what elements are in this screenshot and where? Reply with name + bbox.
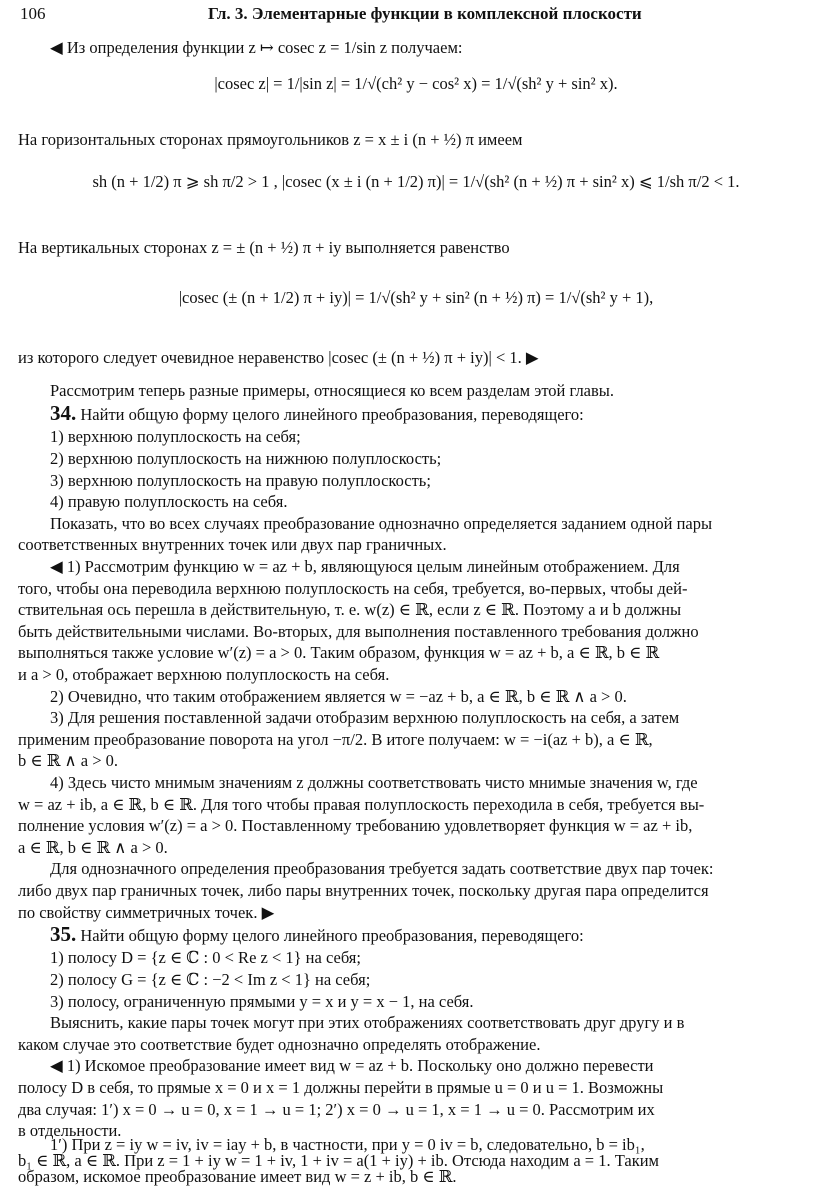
text-line: 3) Для решения поставленной задачи отобразим верхнюю полуплоскость на себя, а затем <box>50 708 680 727</box>
text-line: 2) Очевидно, что таким отображением является w = −az + b, a ∈ ℝ, b ∈ ℝ ∧ a > 0. <box>50 687 627 706</box>
text-line: применим преобразование поворота на угол −π/2. В итоге получаем: w = −i(az + b), a ∈ ℝ, <box>18 730 653 749</box>
running-header <box>18 4 814 28</box>
text-line: того, чтобы она переводила верхнюю полуплоскость на себя, требуется, во-первых, чтобы дей- <box>18 579 688 598</box>
text-line: Показать, что во всех случаях преобразование однозначно определяется заданием одной пары <box>50 514 713 533</box>
text-line: соответственных внутренних точек или двух пар граничных. <box>18 535 447 554</box>
text-line: 4) Здесь чисто мнимым значениям z должны соответствовать чисто мнимые значения w, где <box>50 773 698 792</box>
text-line: На горизонтальных сторонах прямоугольников z = x ± i (n + ½) π имеем <box>18 130 523 149</box>
problem-34-statement <box>50 403 814 425</box>
list-item: 1) верхнюю полуплоскость на себя; <box>50 427 301 446</box>
text-line: из которого следует очевидное неравенство |cosec (± (n + ½) π + iy)| < 1. ▶ <box>18 348 539 367</box>
text-line: 1′) При z = iy w = iv, iv = iay + b, в частности, при y = 0 iv = b, следовательно, b = ib₁, <box>50 1136 645 1154</box>
problem-text: Найти общую форму целого линейного преобразования, переводящего: <box>80 926 584 945</box>
formula-horizontal-sides: sh (n + 1/2) π ⩾ sh π/2 > 1 , |cosec (x ± i (n + 1/2) π)| = 1/√(sh² (n + ½) π + sin² x) ⩽ 1/sh π/2 < 1. <box>92 172 740 191</box>
text-line: каком случае это соответствие будет однозначно определять отображение. <box>18 1035 541 1054</box>
text-line: по свойству симметричных точек. ▶ <box>18 903 275 922</box>
text-line: a ∈ ℝ, b ∈ ℝ ∧ a > 0. <box>18 838 168 857</box>
list-item: 2) полосу G = {z ∈ ℂ : −2 < Im z < 1} на себя; <box>50 970 371 989</box>
problem-number: 35. <box>50 924 77 946</box>
text-line: и a > 0, отображает верхнюю полуплоскость на себя. <box>18 665 390 684</box>
text-line: два случая: 1′) x = 0 → u = 0, x = 1 → u = 1; 2′) x = 0 → u = 1, x = 1 → u = 0. Рассмотрим их <box>18 1100 655 1119</box>
text-line: b₁ ∈ ℝ, a ∈ ℝ. При z = 1 + iy w = 1 + iv, 1 + iv = a(1 + iy) + ib. Отсюда находим a = 1. Таким <box>18 1152 660 1170</box>
page-number: 106 <box>20 4 46 23</box>
list-item: 3) верхнюю полуплоскость на правую полуплоскость; <box>50 471 431 490</box>
list-item: 2) верхнюю полуплоскость на нижнюю полуплоскость; <box>50 449 442 468</box>
text-line: На вертикальных сторонах z = ± (n + ½) π + iy выполняется равенство <box>18 238 510 257</box>
problem-number: 34. <box>50 403 77 425</box>
formula-cosec-modulus: |cosec z| = 1/|sin z| = 1/√(ch² y − cos² x) = 1/√(sh² y + sin² x). <box>214 74 618 93</box>
text-line: ◀ 1) Искомое преобразование имеет вид w = az + b. Поскольку оно должно перевести <box>50 1056 654 1075</box>
text-line: Рассмотрим теперь разные примеры, относящиеся ко всем разделам этой главы. <box>50 381 615 400</box>
text-line: ствительная ось перешла в действительную, т. е. w(z) ∈ ℝ, если z ∈ ℝ. Поэтому a и b должны <box>18 600 682 619</box>
text-line: полнение условия w′(z) = a > 0. Поставленному требованию удовлетворяет функция w = az + ib, <box>18 816 693 835</box>
text-line: в отдельности. <box>18 1121 122 1140</box>
formula-vertical-sides: |cosec (± (n + 1/2) π + iy)| = 1/√(sh² y + sin² (n + ½) π) = 1/√(sh² y + 1), <box>178 288 654 307</box>
text-line: либо двух пар граничных точек, либо пары внутренних точек, поскольку другая пара определится <box>18 881 709 900</box>
text-line: образом, искомое преобразование имеет вид w = z + ib, b ∈ ℝ. <box>18 1168 457 1186</box>
text-line: полосу D в себя, то прямые x = 0 и x = 1 должны перейти в прямые u = 0 и u = 1. Возможны <box>18 1078 664 1097</box>
text-line: выполняться также условие w′(z) = a > 0. Таким образом, функция w = az + b, a ∈ ℝ, b ∈ ℝ <box>18 643 660 662</box>
text-line: w = az + ib, a ∈ ℝ, b ∈ ℝ. Для того чтобы правая полуплоскость переходила в себя, требуется вы- <box>18 795 705 814</box>
running-title: Гл. 3. Элементарные функции в комплексной плоскости <box>208 4 642 23</box>
text-line: Выяснить, какие пары точек могут при этих отображениях соответствовать друг другу и в <box>50 1013 685 1032</box>
text-line: Для однозначного определения преобразования требуется задать соответствие двух пар точек: <box>50 859 714 878</box>
text-line: ◀ 1) Рассмотрим функцию w = az + b, являющуюся целым линейным отображением. Для <box>50 557 680 576</box>
text-line: b ∈ ℝ ∧ a > 0. <box>18 751 119 770</box>
problem-35-statement <box>50 924 814 946</box>
list-item: 1) полосу D = {z ∈ ℂ : 0 < Re z < 1} на себя; <box>50 948 361 967</box>
list-item: 4) правую полуплоскость на себя. <box>50 492 288 511</box>
list-item: 3) полосу, ограниченную прямыми y = x и y = x − 1, на себя. <box>50 992 474 1011</box>
problem-text: Найти общую форму целого линейного преобразования, переводящего: <box>80 405 584 424</box>
text-line: ◀ Из определения функции z ↦ cosec z = 1/sin z получаем: <box>50 38 463 57</box>
text-line: быть действительными числами. Во-вторых, для выполнения поставленного требования должно <box>18 622 699 641</box>
